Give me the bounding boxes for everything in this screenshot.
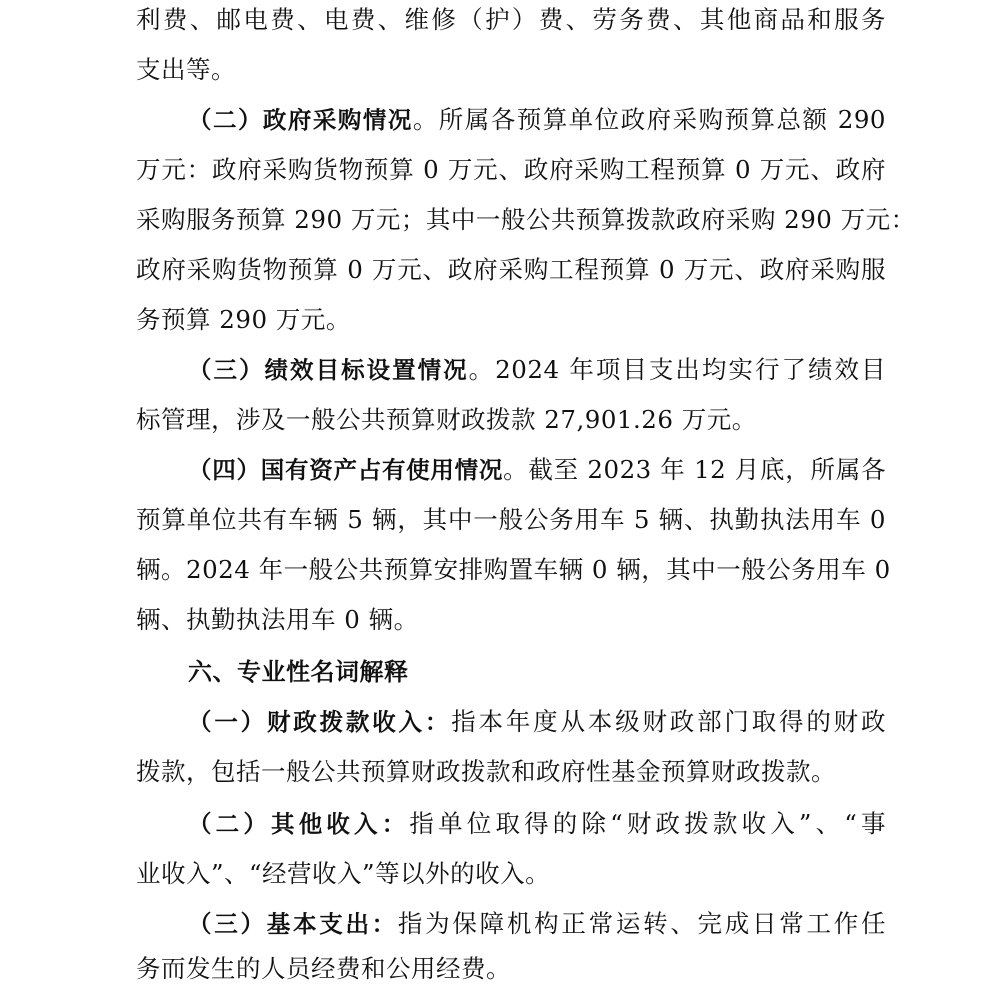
performance-paragraph-first-line bbox=[188, 345, 886, 395]
paragraph-line: 万元：政府采购货物预算 0 万元、政府采购工程预算 0 万元、政府 bbox=[136, 155, 886, 184]
term1-text: 指本年度从本级财政部门取得的财政 bbox=[451, 707, 887, 736]
paragraph-line: 业收入”、“经营收入”等以外的收入。 bbox=[136, 859, 551, 888]
term1-label: （一）财政拨款收入： bbox=[188, 708, 452, 736]
paragraph-line: 辆、执勤执法用车 0 辆。 bbox=[136, 605, 419, 634]
procurement-paragraph-first-line bbox=[188, 95, 886, 145]
paragraph-line: 预算单位共有车辆 5 辆，其中一般公务用车 5 辆、执勤执法用车 0 bbox=[136, 505, 886, 534]
term2-text: 指单位取得的除“财政拨款收入”、“事 bbox=[409, 809, 887, 838]
paragraph-line: 务预算 290 万元。 bbox=[136, 305, 351, 334]
term3-label: （三）基本支出： bbox=[188, 910, 398, 938]
term3-paragraph-first-line bbox=[188, 899, 886, 949]
procurement-text: 。所属各预算单位政府采购预算总额 290 bbox=[412, 105, 886, 134]
assets-text: 。截至 2023 年 12 月底，所属各 bbox=[503, 455, 886, 484]
term2-paragraph-first-line bbox=[188, 799, 886, 849]
term1-paragraph-first-line bbox=[188, 697, 886, 747]
assets-paragraph-first-line bbox=[188, 445, 886, 495]
paragraph-line: 标管理，涉及一般公共预算财政拨款 27,901.26 万元。 bbox=[136, 405, 757, 434]
term2-label: （二）其他收入： bbox=[188, 810, 410, 838]
paragraph-line: 利费、邮电费、电费、维修（护）费、劳务费、其他商品和服务 bbox=[136, 5, 886, 34]
performance-text: 。2024 年项目支出均实行了绩效目 bbox=[468, 355, 887, 384]
performance-label: （三）绩效目标设置情况 bbox=[188, 356, 469, 384]
paragraph-line: 政府采购货物预算 0 万元、政府采购工程预算 0 万元、政府采购服 bbox=[136, 255, 886, 284]
procurement-label: （二）政府采购情况 bbox=[188, 106, 413, 134]
paragraph-line: 拨款，包括一般公共预算财政拨款和政府性基金预算财政拨款。 bbox=[136, 757, 836, 786]
assets-label: （四）国有资产占有使用情况 bbox=[188, 456, 504, 484]
section-heading: 六、专业性名词解释 bbox=[188, 658, 409, 686]
paragraph-line: 务而发生的人员经费和公用经费。 bbox=[136, 954, 511, 983]
paragraph-line: 采购服务预算 290 万元；其中一般公共预算拨款政府采购 290 万元： bbox=[136, 205, 916, 234]
paragraph-line: 支出等。 bbox=[136, 55, 236, 84]
paragraph-line: 辆。2024 年一般公共预算安排购置车辆 0 辆，其中一般公务用车 0 bbox=[136, 555, 891, 584]
term3-text: 指为保障机构正常运转、完成日常工作任 bbox=[397, 909, 887, 938]
